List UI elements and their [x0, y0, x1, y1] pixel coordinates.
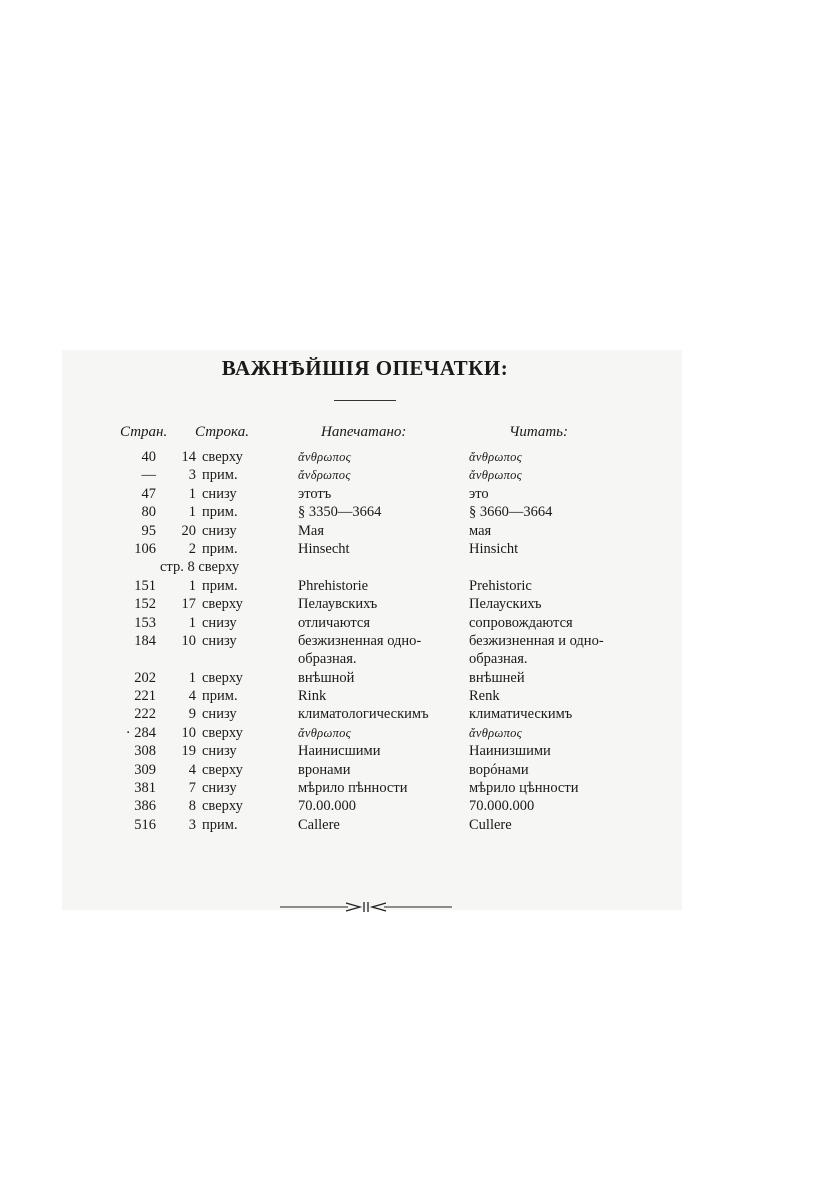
printed-text: Мая	[298, 522, 324, 539]
line-position: прим.	[202, 504, 238, 521]
corrected-text: ἄνθρωπος	[469, 725, 523, 740]
line-number: 10	[181, 724, 196, 741]
table-row	[0, 761, 840, 779]
corrected-text: безжизненная и одно-	[469, 632, 604, 649]
corrected-text: сопровождаются	[469, 614, 573, 631]
end-ornament	[280, 898, 452, 918]
corrected-text: мѣрило цѣнности	[469, 780, 579, 797]
line-position: снизу	[202, 632, 237, 649]
header-page: Стран.	[120, 424, 168, 440]
page-number: 516	[134, 816, 156, 833]
printed-text: вронами	[298, 761, 351, 778]
line-number: 17	[181, 596, 196, 613]
line-number: 20	[181, 522, 196, 539]
line-position: снизу	[202, 743, 237, 760]
page-number: 47	[141, 485, 156, 502]
line-number: 1	[188, 614, 196, 631]
table-row	[0, 503, 840, 521]
table-row	[0, 632, 840, 650]
line-position: сверху	[202, 761, 243, 778]
printed-text: ἄνδρωπος	[298, 468, 351, 483]
table-row	[0, 448, 840, 466]
table-row	[0, 705, 840, 723]
table-row	[0, 558, 840, 576]
page-number: 381	[134, 780, 156, 797]
page-title: ВАЖНѢЙШІЯ ОПЕЧАТКИ:	[221, 356, 509, 380]
corrected-text: Hinsicht	[469, 540, 519, 557]
line-number: 1	[188, 504, 196, 521]
line-position: сверху	[202, 798, 243, 815]
line-position: прим.	[202, 816, 238, 833]
corrected-text: Prehistoric	[469, 577, 532, 594]
corrected-text: Renk	[469, 688, 500, 705]
line-reference	[168, 687, 238, 705]
line-reference	[168, 816, 238, 834]
line-number: 19	[181, 743, 196, 760]
corrected-text: Наинизшими	[469, 743, 551, 760]
line-position: сверху	[202, 449, 243, 465]
corrected-text: ἄνθρωπος	[469, 468, 523, 483]
page-number: 152	[134, 596, 156, 613]
corrected-text: Cullere	[469, 816, 512, 833]
line-number: 1	[188, 577, 196, 594]
printed-text: ἄνθρωπος	[298, 450, 352, 464]
page-number: 153	[134, 614, 156, 631]
printed-text: климатологическимъ	[298, 706, 429, 723]
line-reference	[168, 779, 237, 797]
printed-text: образная.	[298, 651, 357, 668]
printed-text: безжизненная одно-	[298, 632, 422, 649]
line-number: 8	[188, 798, 196, 815]
corrected-text: § 3660—3664	[469, 504, 553, 521]
printed-text: Пелаувскихъ	[298, 596, 378, 613]
line-reference	[168, 448, 243, 466]
table-row	[0, 595, 840, 613]
header-printed: Напечатано:	[321, 424, 407, 440]
line-number: 1	[188, 485, 196, 502]
table-row	[0, 669, 840, 687]
corrected-text: 70.000.000	[469, 798, 535, 815]
line-position: прим.	[202, 540, 238, 557]
printed-text: внѣшной	[298, 669, 355, 686]
page-number: 80	[141, 504, 156, 521]
line-position: сверху	[202, 596, 243, 613]
table-row	[0, 779, 840, 797]
table-row	[0, 650, 840, 668]
line-position: прим.	[202, 688, 238, 705]
table-row	[0, 522, 840, 540]
table-row	[0, 466, 840, 484]
corrected-text: это	[469, 485, 489, 502]
page-number: 40	[141, 449, 156, 465]
line-reference	[168, 632, 237, 650]
line-reference	[168, 522, 237, 540]
corrected-text: ἄνθρωπος	[469, 450, 523, 464]
corrected-text: внѣшней	[469, 669, 525, 686]
line-position: снизу	[202, 485, 237, 502]
line-reference	[168, 503, 238, 521]
line-number: 7	[188, 780, 196, 797]
line-position: стр. 8 сверху	[160, 559, 240, 576]
page-number: 221	[134, 688, 156, 705]
line-position: прим.	[202, 577, 238, 594]
printed-text: этотъ	[298, 485, 332, 502]
corrected-text: мая	[469, 522, 492, 539]
printed-text: Callere	[298, 816, 340, 833]
line-reference	[168, 724, 243, 742]
line-reference	[160, 558, 239, 576]
table-row	[0, 540, 840, 558]
printed-text: 70.00.000	[298, 798, 356, 815]
printed-text: § 3350—3664	[298, 504, 382, 521]
page-number: 386	[134, 798, 156, 815]
line-reference	[168, 466, 238, 484]
page-number: 184	[134, 632, 156, 649]
line-reference	[168, 797, 243, 815]
line-position: прим.	[202, 467, 238, 484]
line-position: снизу	[202, 780, 237, 797]
table-row	[0, 742, 840, 760]
line-number: 1	[188, 669, 196, 686]
page-number: 202	[134, 669, 156, 686]
page-number: 308	[134, 743, 156, 760]
corrected-text: климатическимъ	[469, 706, 573, 723]
printed-text: мѣрило пѣнности	[298, 780, 408, 797]
page-number: · 284	[125, 724, 156, 741]
corrected-text: ворóнами	[469, 761, 529, 778]
table-row	[0, 485, 840, 503]
page-number: 222	[134, 706, 156, 723]
errata-table	[0, 448, 840, 834]
printed-text: Rink	[298, 688, 327, 705]
line-reference	[168, 595, 243, 613]
table-row	[0, 687, 840, 705]
line-reference	[168, 577, 238, 595]
line-reference	[168, 669, 243, 687]
line-reference	[168, 485, 237, 503]
line-position: снизу	[202, 614, 237, 631]
header-read: Читать:	[509, 424, 569, 440]
line-number: 10	[181, 632, 196, 649]
printed-text: Phrehistorie	[298, 577, 369, 594]
table-row	[0, 724, 840, 742]
line-number: 3	[188, 816, 196, 833]
title-divider	[334, 400, 396, 401]
printed-text: отличаются	[298, 614, 371, 631]
line-reference	[168, 540, 238, 558]
line-number: 14	[181, 449, 196, 465]
line-reference	[168, 614, 237, 632]
page-number: —	[141, 467, 156, 484]
line-number: 3	[188, 467, 196, 484]
line-number: 2	[188, 540, 196, 557]
line-reference	[168, 742, 237, 760]
table-row	[0, 614, 840, 632]
page-number: 151	[134, 577, 156, 594]
printed-text: Hinsecht	[298, 540, 350, 557]
printed-text: Наинисшими	[298, 743, 381, 760]
corrected-text: Пелаускихъ	[469, 596, 542, 613]
table-row	[0, 816, 840, 834]
page-number: 106	[134, 540, 156, 557]
page-number: 95	[141, 522, 156, 539]
table-row	[0, 577, 840, 595]
line-reference	[168, 705, 237, 723]
line-number: 4	[188, 761, 196, 778]
printed-text: ἄνθρωπος	[298, 725, 352, 740]
line-position: снизу	[202, 706, 237, 723]
corrected-text: образная.	[469, 651, 528, 668]
page-number: 309	[134, 761, 156, 778]
line-number: 9	[188, 706, 196, 723]
line-number: 4	[188, 688, 196, 705]
line-position: сверху	[202, 669, 243, 686]
line-position: сверху	[202, 724, 243, 741]
line-position: снизу	[202, 522, 237, 539]
table-row	[0, 797, 840, 815]
line-reference	[168, 761, 243, 779]
header-line: Строка.	[195, 424, 249, 440]
